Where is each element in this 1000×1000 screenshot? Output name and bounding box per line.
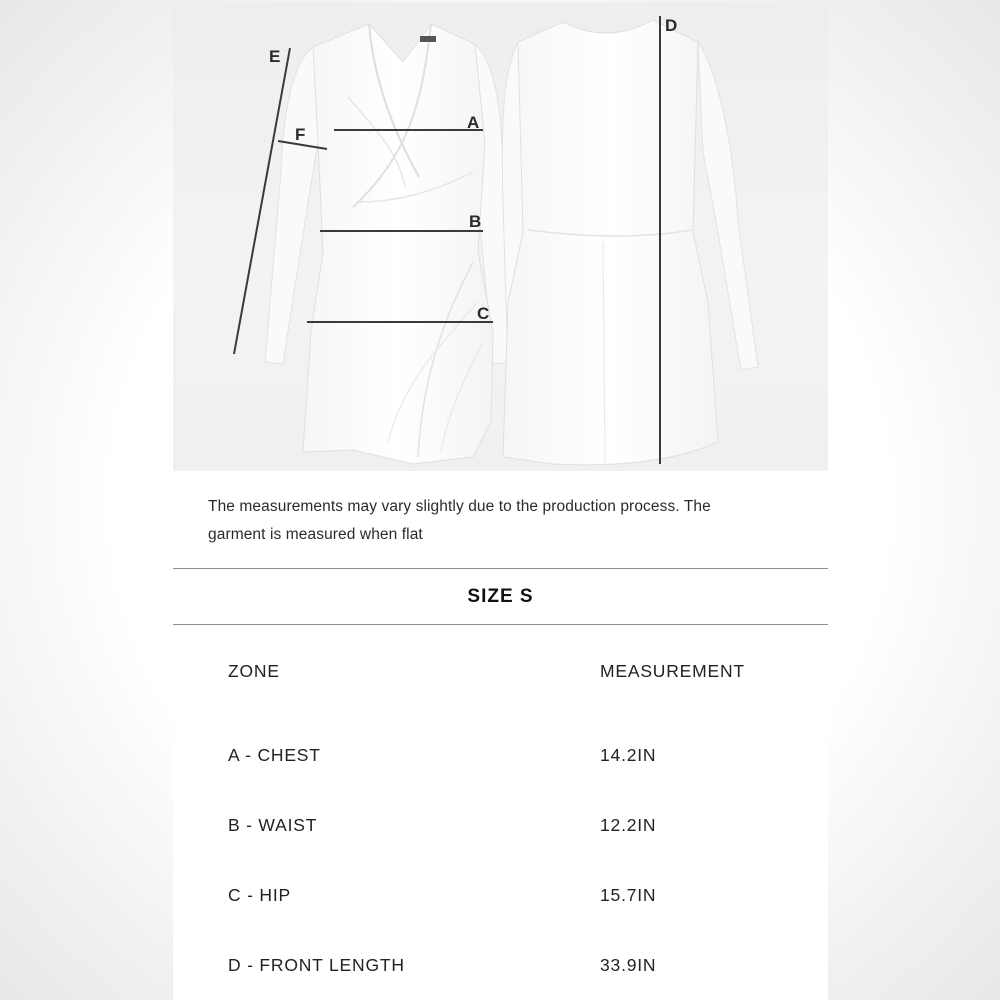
row-zone-chest: A - CHEST — [228, 745, 321, 765]
row-value-front-length: 33.9IN — [600, 955, 657, 975]
measurement-note: The measurements may vary slightly due to the production process. The garment is measured when flat — [208, 498, 711, 543]
row-value-chest: 14.2IN — [600, 745, 657, 765]
marker-f: F — [295, 125, 306, 144]
row-zone-front-length: D - FRONT LENGTH — [228, 955, 405, 975]
dress-illustration — [173, 2, 828, 471]
size-title: SIZE S — [173, 568, 828, 625]
row-value-hip: 15.7IN — [600, 885, 657, 905]
header-measurement: MEASUREMENT — [600, 661, 745, 681]
marker-a: A — [467, 113, 480, 132]
marker-c: C — [477, 304, 490, 323]
dress-back — [502, 20, 758, 465]
size-guide-card — [173, 2, 828, 1000]
row-value-waist: 12.2IN — [600, 815, 657, 835]
garment-measurement-diagram — [173, 2, 828, 471]
dress-front — [265, 24, 511, 464]
marker-b: B — [469, 212, 482, 231]
row-zone-hip: C - HIP — [228, 885, 291, 905]
header-zone: ZONE — [228, 661, 280, 681]
marker-e: E — [269, 47, 281, 66]
row-zone-waist: B - WAIST — [228, 815, 318, 835]
marker-d: D — [665, 16, 678, 35]
